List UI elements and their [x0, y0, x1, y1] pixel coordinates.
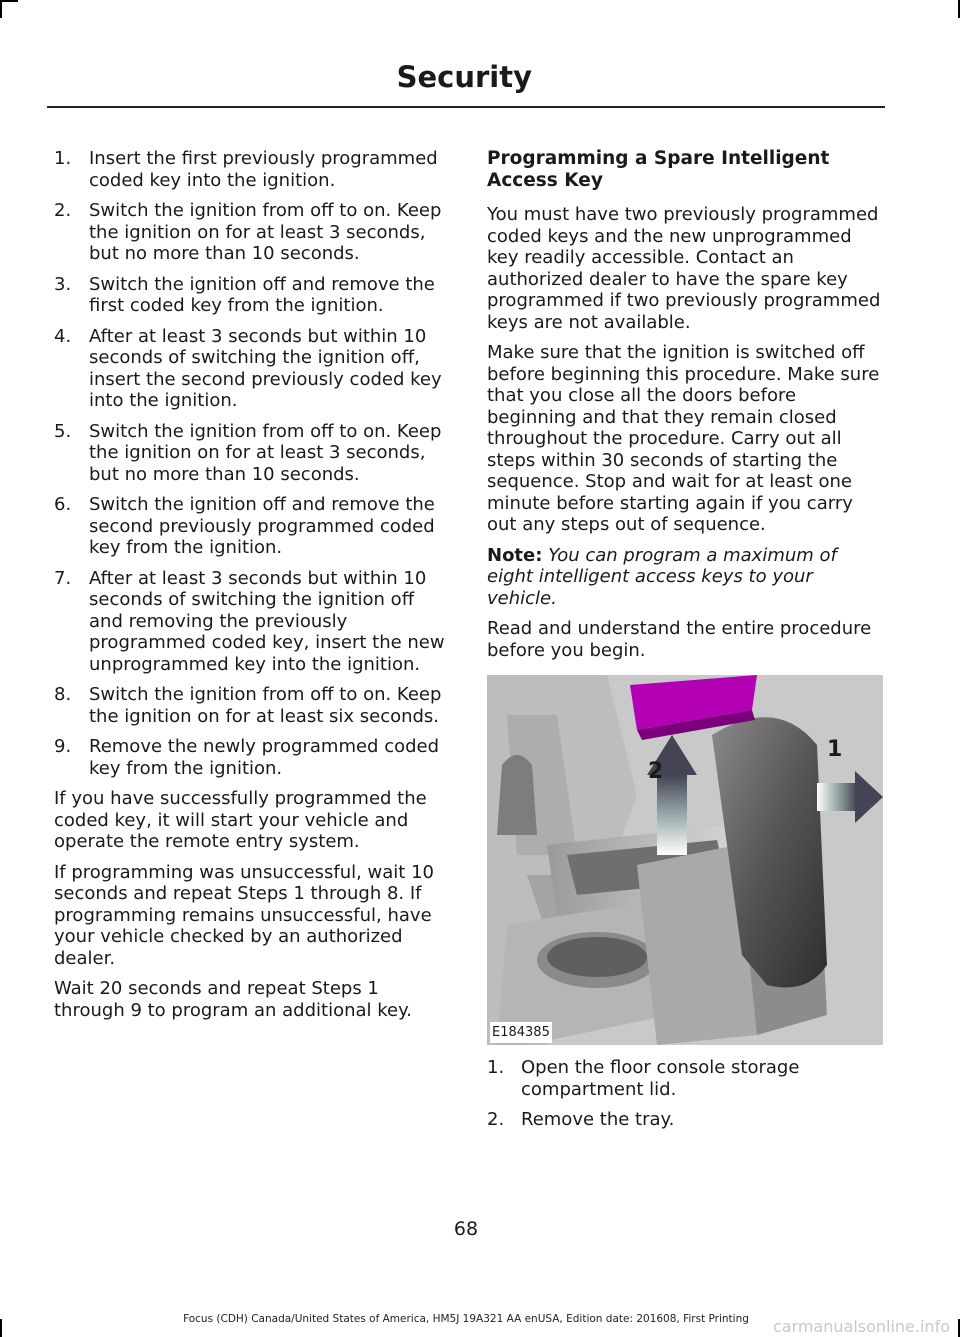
console-illustration [487, 675, 883, 1045]
figure-id: E184385 [490, 1022, 552, 1044]
list-item: 1. Open the floor console storage compartment lid. [487, 1057, 800, 1100]
list-item: 9. Remove the newly programmed coded key from the ignition. [54, 736, 440, 779]
console-drawing [487, 675, 883, 1045]
callout-1: 1 [827, 737, 843, 762]
list-item: 2. Switch the ignition from off to on. Keep the ignition on for at least 3 seconds, but no more than 10 seconds. [54, 200, 442, 264]
note-text: You can program a maximum of eight intelligent access keys to your vehicle. [487, 544, 837, 609]
success-paragraph: If you have successfully programmed the coded key, it will start your vehicle and operate the remote entry system. [54, 788, 427, 852]
list-item: 4. After at least 3 seconds but within 10 seconds of switching the ignition off, insert the second previously coded key into the ignition. [54, 325, 442, 411]
footer-edition-info: Focus (CDH) Canada/United States of America, HM5J 19A321 AA enUSA, Edition date: 201608, First Printing [183, 1313, 749, 1325]
crop-mark [0, 0, 2, 18]
watermark: carmanualsonline.info [772, 1317, 950, 1336]
list-item: 3. Switch the ignition off and remove the first coded key from the ignition. [54, 273, 435, 316]
list-item: 7. After at least 3 seconds but within 10 seconds of switching the ignition off and removing the previously programmed coded key, insert the new unprogrammed key into the ignition. [54, 567, 445, 675]
crop-mark [0, 0, 18, 2]
note-label: Note: [487, 544, 543, 566]
left-column [54, 148, 448, 1030]
coded-key-steps [54, 148, 448, 779]
list-item: 5. Switch the ignition from off to on. Keep the ignition on for at least 3 seconds, but no more than 10 seconds. [54, 420, 442, 485]
procedure-paragraph: Make sure that the ignition is switched off before beginning this procedure. Make sure that you close all the doors before beginning and that they remain closed throughout the procedure. Carry out all steps within 30 seconds of starting the sequence. Stop and wait for at least one minute before starting again if you carry out any steps out of sequence. [487, 342, 880, 535]
requirements-paragraph: You must have two previously programmed coded keys and the new unprogrammed key readily accessible. Contact an authorized dealer to have the spare key programmed if two previously programmed keys are not available. [487, 204, 881, 333]
list-item: 6. Switch the ignition off and remove the second previously programmed coded key from the ignition. [54, 494, 435, 558]
header-divider [47, 106, 885, 108]
list-item: 8. Switch the ignition from off to on. Keep the ignition on for at least six seconds. [54, 684, 442, 727]
read-procedure-paragraph: Read and understand the entire procedure before you begin. [487, 618, 872, 661]
section-heading: Programming a Spare Intelligent Access Key [487, 148, 830, 191]
note [487, 545, 883, 610]
additional-key-paragraph: Wait 20 seconds and repeat Steps 1 through 9 to program an additional key. [54, 978, 412, 1021]
list-item: 1. Insert the first previously programmed coded key into the ignition. [54, 148, 438, 191]
page-number: 68 [453, 1218, 479, 1240]
spare-key-steps [487, 1057, 883, 1131]
callout-2: 2 [648, 759, 664, 784]
unsuccessful-paragraph: If programming was unsuccessful, wait 10 seconds and repeat Steps 1 through 8. If programming remains unsuccessful, have your vehicle checked by an authorized dealer. [54, 861, 434, 969]
list-item: 2. Remove the tray. [487, 1109, 675, 1130]
page-title: Security [396, 60, 532, 94]
right-column [487, 148, 883, 1140]
